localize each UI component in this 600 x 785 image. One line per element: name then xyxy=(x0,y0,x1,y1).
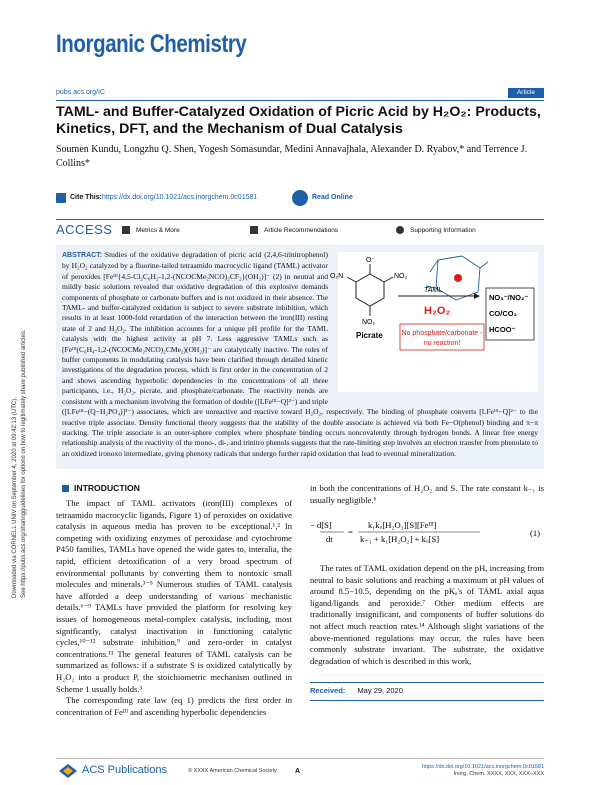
footer-citation: Inorg. Chem. XXXX, XXX, XXX−XXX xyxy=(453,771,544,777)
cite-label: Cite This: xyxy=(70,194,102,201)
read-online-link[interactable]: Read Online xyxy=(312,194,353,201)
footer-doi-link[interactable]: https://dx.doi.org/10.1021/acs.inorgchem.0c01581 xyxy=(422,764,544,770)
rate-equation xyxy=(310,512,544,552)
intro-paragraph-3: in both the concentrations of H₂O₂ and S. The rate constant k₋₁ is usually negligible.⁶ xyxy=(310,483,544,505)
sidebar-line-1: Downloaded via CORNELL UNIV on September 4, 2020 at 09:42:13 (UTC). xyxy=(12,397,18,598)
read-online-icon[interactable] xyxy=(292,190,308,206)
journal-site-link[interactable]: pubs.acs.org/IC xyxy=(56,89,106,96)
intro-paragraph-2: The corresponding rate law (eq 1) predicts the first order in concentration of Feᴵᴵᴵ and ascending hyperbolic dependencies xyxy=(56,695,292,717)
left-column xyxy=(56,498,292,718)
abstract-text: Studies of the oxidative degradation of picric acid (2,4,6-trinitrophenol) by H₂O₂ catalyzed by a fluorine-tailed tetraamido macrocyclic ligand (TAML) activator of peroxides [Feᴵᴵᴵ{4,5-Cl₂C₆H₂-1,2-(NCOCMe₂NCO)₂CF₂}(OH₂)]⁻ (2) in neutral and mildly basic solutions revealed that oxidative degradation of this explosive demands components of phosphate or carbonate buffers and is not oxidized in their absence. The TAML- and buffer-catalyzed oxidation is subject to severe substrate inhibition, which results in at least 1000-fold retardation of the interaction between the iron(III) resting state of 2 and H₂O₂. The inhibition accounts for a unique pH profile for the TAML catalysis with the highest activity at pH 7. Less aggressive TAMLs such as [Feᴵᴵᴵ(C₆H₄-1,2-(NCOCMe₂NCO)₂CMe₂)(OH₂)]⁻ are catalytically inactive. The roles of buffer components in modulating catalysis have been clarified through detailed kinetic investigations of the degradation process, which is first order in the concentration of 2 and shows ascending hyperbolic dependencies in the concentrations of all three participants, i.e., H₂O₂, picrate, and phosphate/carbonate. The reactivity trends are consistent with a mechanism involving the formation of double ([LFeᴵᴵᴵ−Q]²⁻) and triple ([LFeᴵᴵᴵ−(Q−H₂PO₄)]³⁻) associates, which are unreactive and reactive toward H₂O₂, respectively. The binding of phosphate converts [LFeᴵᴵᴵ−Q]²⁻ to the reactive triple associate. Density functional theory suggests that the stability of the double associate is achieved via both Fe−O(phenol) binding and π−π stacking. The triple associate is an outer-sphere complex where phosphate binding occurs noncovalently through hydrogen bonds. A linear free energy relationship analysis of the reactivity of the mono-, di-, and trinitro phenols suggests that the rate-limiting step involves an electron transfer from phenolate to an oxidized ironoxo intermediate, giving phenoxy radicals that undergo further rapid oxidation that lead to eventual mineralization. xyxy=(62,250,538,458)
picrate-o-label: O⁻ xyxy=(366,257,376,264)
article-title: TAML- and Buffer-Catalyzed Oxidation of Picric Acid by H₂O₂: Products, Kinetics, DFT, and the Mechanism of Dual Catalysis xyxy=(56,104,541,137)
no-reaction-line-2: no reaction! xyxy=(423,340,461,347)
right-column-top xyxy=(310,483,544,506)
product-1: NO₃⁻/NO₂⁻ xyxy=(489,293,529,302)
article-type-badge: Article xyxy=(508,88,544,98)
eq-lhs-den: dt xyxy=(326,534,333,544)
received-date: May 29, 2020 xyxy=(357,686,403,695)
section-square-icon xyxy=(62,485,69,492)
download-sidebar xyxy=(12,238,42,598)
iron-center xyxy=(454,274,462,282)
page-number: A xyxy=(295,768,301,775)
header-rule xyxy=(56,100,544,101)
publisher-name[interactable]: ACS Publications xyxy=(82,764,167,776)
supporting-info-link[interactable]: Supporting Information xyxy=(410,227,476,234)
intro-paragraph-1: The impact of TAML activators (iron(III) complexes of tetraamido macrocyclic ligands, Figure 1) of peroxides on oxidative catalysis in aqueous media has proven to be exceptional.¹,² In competing with oxidizing enzymes of peroxidase and cytochrome P450 families, TAMLs have opened the wide gates to, interalia, the rapid, efficient detoxification of a very broad spectrum of environmental pollutants by converting them to nontoxic small molecules and minerals.³⁻⁵ Numerous studies of TAML catalysis have afforded a deep understanding of various mechanistic details.⁶⁻⁹ TAMLs have provided the platform for resolving key issues of homogeneous metal-complex catalysis, including, most significantly, catalyst inactivation in functioning catalytic cycles,¹⁰⁻¹² substrate inhibition,⁹ and zero-order in catalyst concentrations.¹³ The general features of TAML catalysis can be summarized as follows: if a substrate S is oxidized catalytically by H₂O₂ into a product P, the stoichiometric mechanism outlined in Scheme 1 usually holds.³ xyxy=(56,498,292,694)
received-top-rule xyxy=(310,682,544,683)
sidebar-line-2: See https://pubs.acs.org/sharingguidelines for options on how to legitimately share published articles. xyxy=(21,329,27,598)
product-3: HCOO⁻ xyxy=(489,325,516,334)
received-bottom-rule xyxy=(310,700,544,701)
access-top-rule xyxy=(56,219,544,220)
toc-graphic xyxy=(330,252,538,392)
access-bar xyxy=(56,222,544,238)
taml-label: TAML xyxy=(424,287,443,294)
product-2: CO/CO₂ xyxy=(489,309,517,318)
footer-doi xyxy=(420,764,544,778)
picrate-o2n-left: O₂N xyxy=(330,273,344,280)
footer-rule xyxy=(56,758,544,759)
journal-title[interactable]: Inorganic Chemistry xyxy=(56,30,247,58)
picrate-label: Picrate xyxy=(356,331,383,340)
intro-heading xyxy=(62,483,140,493)
oxidant-label: H₂O₂ xyxy=(424,305,451,317)
eq-lhs-num: − d[S] xyxy=(310,520,332,530)
recommendations-icon[interactable] xyxy=(250,226,258,234)
received-label: Received: xyxy=(310,686,346,695)
received-line xyxy=(310,686,403,695)
no-reaction-line-1: No phosphate/carbonate - xyxy=(401,330,483,337)
intro-heading-text: INTRODUCTION xyxy=(74,483,140,493)
cite-icon xyxy=(56,193,66,203)
abstract-label: ABSTRACT: xyxy=(62,252,103,259)
metrics-icon[interactable] xyxy=(122,226,130,234)
eq-rhs-num: k₁kᵢᵢ[H₂O₂][S][Feᴵᴵᴵ] xyxy=(368,520,437,530)
copyright: © XXXX American Chemical Society xyxy=(188,768,277,774)
supporting-info-icon[interactable] xyxy=(396,226,404,234)
picrate-no2-bottom: NO₂ xyxy=(362,319,376,326)
intro-paragraph-4: The rates of TAML oxidation depend on the pH, increasing from neutral to basic solutions and reaching a maximum at pH values of around 8.5−10.5, depending on the pKₐ's of TAML axial aqua ligand/ligands and peroxide.⁷ Other medium effects are traditionally insignificant, and components of buffer solutions do not affect much reaction rates.¹⁴ Although slight variations of the above-mentioned regulations may occur, the rules have been commonly substrate invariant. The substrate, the oxidative degradation of which is described in this work, xyxy=(310,563,544,666)
acs-logo-icon[interactable] xyxy=(58,763,78,779)
eq-rhs-den: k₋₁ + k₁[H₂O₂] + kᵢᵢ[S] xyxy=(360,534,440,544)
access-label: ACCESS xyxy=(56,222,113,237)
picrate-no2-right: NO₂ xyxy=(394,273,408,280)
recommendations-link[interactable]: Article Recommendations xyxy=(264,227,339,234)
cite-bar xyxy=(56,192,544,206)
author-list: Soumen Kundu, Longzhu Q. Shen, Yogesh Somasundar, Medini Annavajhala, Alexander D. Ryabov,* and Terrence J. Collins* xyxy=(56,144,528,169)
doi-link[interactable]: https://dx.doi.org/10.1021/acs.inorgchem.0c01581 xyxy=(102,194,258,201)
metrics-link[interactable]: Metrics & More xyxy=(136,227,180,234)
eq-equals: = xyxy=(348,527,353,537)
eq-number: (1) xyxy=(530,528,541,538)
right-column-body xyxy=(310,563,544,667)
